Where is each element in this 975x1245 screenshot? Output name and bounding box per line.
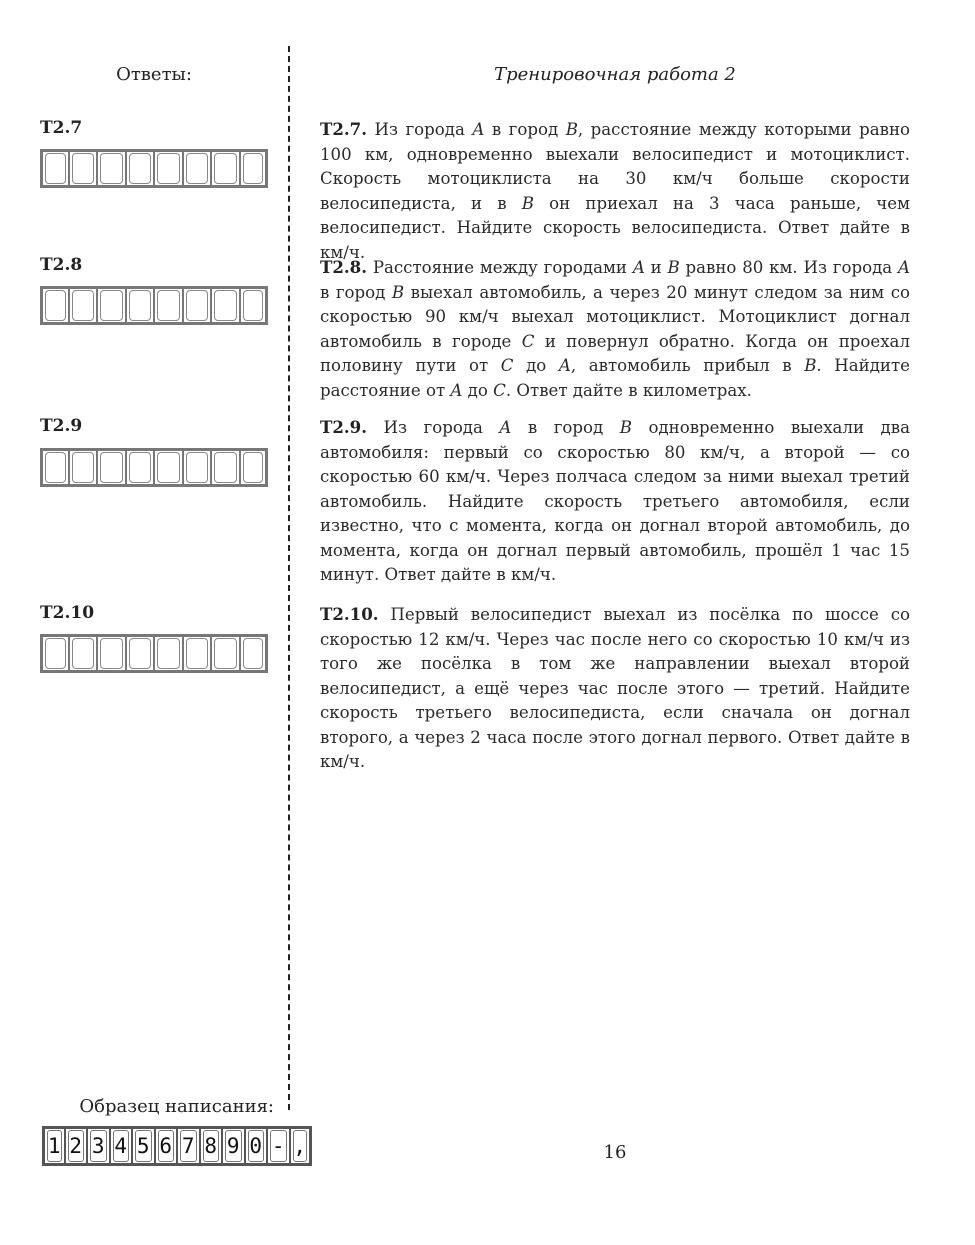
- answer-boxes-t2-8[interactable]: [40, 286, 268, 325]
- answer-box[interactable]: [154, 286, 183, 325]
- answer-box[interactable]: [97, 448, 126, 487]
- problem-id: Т2.8.: [320, 257, 367, 277]
- variable-letter: A: [472, 120, 485, 139]
- answer-box[interactable]: [40, 634, 69, 673]
- answer-boxes-t2-7[interactable]: [40, 149, 268, 188]
- answer-box[interactable]: [40, 286, 69, 325]
- dashed-divider: [288, 46, 290, 1110]
- answer-box[interactable]: [211, 286, 240, 325]
- sample-label: Образец написания:: [79, 1096, 274, 1117]
- variable-letter: A: [450, 380, 463, 400]
- answer-box[interactable]: [126, 286, 155, 325]
- sample-digit: 7: [177, 1126, 200, 1166]
- sample-digit: 9: [222, 1126, 245, 1166]
- answer-boxes-t2-10[interactable]: [40, 634, 268, 673]
- problem-text: Из города A в город B, расстояние между которыми равно 100 км, одновременно выехали велосипедист и мотоциклист. Скорость мотоциклиста на 30 км/ч больше скорости велосипедиста, и в B он приехал на 3 часа раньше, чем велосипедист. Найдите скорость велосипедиста. Ответ дайте в км/ч.: [320, 120, 911, 262]
- problem-id: Т2.7.: [320, 119, 367, 139]
- sample-digit: 5: [132, 1126, 155, 1166]
- answer-box[interactable]: [183, 149, 212, 188]
- variable-letter: C: [521, 331, 535, 351]
- answer-box[interactable]: [211, 634, 240, 673]
- answer-box[interactable]: [154, 149, 183, 188]
- answer-box[interactable]: [69, 634, 98, 673]
- sample-digit: 1: [42, 1126, 65, 1166]
- sample-digit: 0: [245, 1126, 268, 1166]
- variable-letter: B: [619, 418, 632, 437]
- sample-digits: [42, 1126, 312, 1166]
- problem-id: Т2.9.: [320, 417, 367, 437]
- answer-box[interactable]: [69, 448, 98, 487]
- variable-letter: B: [391, 282, 405, 302]
- answer-box[interactable]: [240, 286, 269, 325]
- problem-t2-10: [320, 602, 910, 775]
- problem-t2-8: [320, 255, 910, 403]
- answer-box[interactable]: [154, 448, 183, 487]
- variable-letter: C: [493, 380, 506, 400]
- answer-box[interactable]: [240, 634, 269, 673]
- answer-box[interactable]: [126, 448, 155, 487]
- sample-digit: ,: [290, 1126, 313, 1166]
- page-number: 16: [603, 1142, 627, 1163]
- sample-digit: 2: [65, 1126, 88, 1166]
- sample-digit: 8: [200, 1126, 223, 1166]
- answer-label-t2-8: Т2.8: [40, 255, 83, 275]
- answer-box[interactable]: [69, 286, 98, 325]
- answer-box[interactable]: [240, 448, 269, 487]
- variable-letter: C: [500, 356, 514, 375]
- answer-box[interactable]: [154, 634, 183, 673]
- answer-box[interactable]: [126, 149, 155, 188]
- sample-digit: 3: [87, 1126, 110, 1166]
- variable-letter: A: [632, 258, 645, 277]
- answer-box[interactable]: [183, 634, 212, 673]
- variable-letter: A: [499, 418, 512, 437]
- answer-label-t2-7: Т2.7: [40, 118, 83, 138]
- problem-text: Первый велосипедист выехал из посёлка по шоссе со скоростью 12 км/ч. Через час после него со скоростью 10 км/ч из того же посёлка в том же направлении выехал второй велосипедист, а ещё через час после этого — третий. Найдите скорость третьего велосипедиста, если сначала он догнал второго, а через 2 часа после этого догнал первого. Ответ дайте в км/ч.: [320, 605, 910, 771]
- answer-box[interactable]: [183, 448, 212, 487]
- variable-letter: A: [898, 258, 910, 277]
- problem-text: Из города A в город B одновременно выехали два автомобиля: первый со скоростью 80 км/ч, а второй — со скоростью 60 км/ч. Через полчаса следом за ними выехал третий автомобиль. Найдите скорость третьего автомобиля, если известно, что с момента, когда он догнал второй автомобиль, до момента, когда он догнал первый автомобиль, прошёл 1 час 15 минут. Ответ дайте в км/ч.: [320, 418, 910, 584]
- answer-box[interactable]: [211, 149, 240, 188]
- variable-letter: B: [565, 120, 578, 139]
- answer-box[interactable]: [97, 286, 126, 325]
- sample-digit: 4: [110, 1126, 133, 1166]
- answer-label-t2-10: Т2.10: [40, 603, 95, 623]
- answers-header: Ответы:: [116, 64, 192, 85]
- answer-box[interactable]: [97, 634, 126, 673]
- variable-letter: B: [667, 258, 680, 277]
- problem-t2-9: [320, 415, 910, 588]
- variable-letter: B: [804, 356, 817, 375]
- answer-boxes-t2-9[interactable]: [40, 448, 268, 487]
- variable-letter: A: [558, 356, 571, 375]
- answer-box[interactable]: [97, 149, 126, 188]
- answer-box[interactable]: [69, 149, 98, 188]
- work-title: Тренировочная работа 2: [494, 64, 736, 85]
- answer-box[interactable]: [40, 149, 69, 188]
- problem-id: Т2.10.: [320, 604, 379, 624]
- answer-box[interactable]: [211, 448, 240, 487]
- answer-box[interactable]: [240, 149, 269, 188]
- answer-box[interactable]: [183, 286, 212, 325]
- answer-box[interactable]: [126, 634, 155, 673]
- sample-digit: -: [267, 1126, 290, 1166]
- sample-digit: 6: [155, 1126, 178, 1166]
- answer-box[interactable]: [40, 448, 69, 487]
- variable-letter: B: [521, 193, 534, 213]
- answer-label-t2-9: Т2.9: [40, 416, 83, 436]
- problem-text: Расстояние между городами A и B равно 80 км. Из города A в город B выехал автомобиль, а через 20 минут следом за ним со скоростью 90 км/ч выехал мотоциклист. Мотоциклист догнал автомобиль в городе C и повернул обратно. Когда он проехал половину пути от C до A, автомобиль прибыл в B. Найдите расстояние от A до C. Ответ дайте в километрах.: [320, 258, 910, 400]
- problem-t2-7: [320, 117, 910, 265]
